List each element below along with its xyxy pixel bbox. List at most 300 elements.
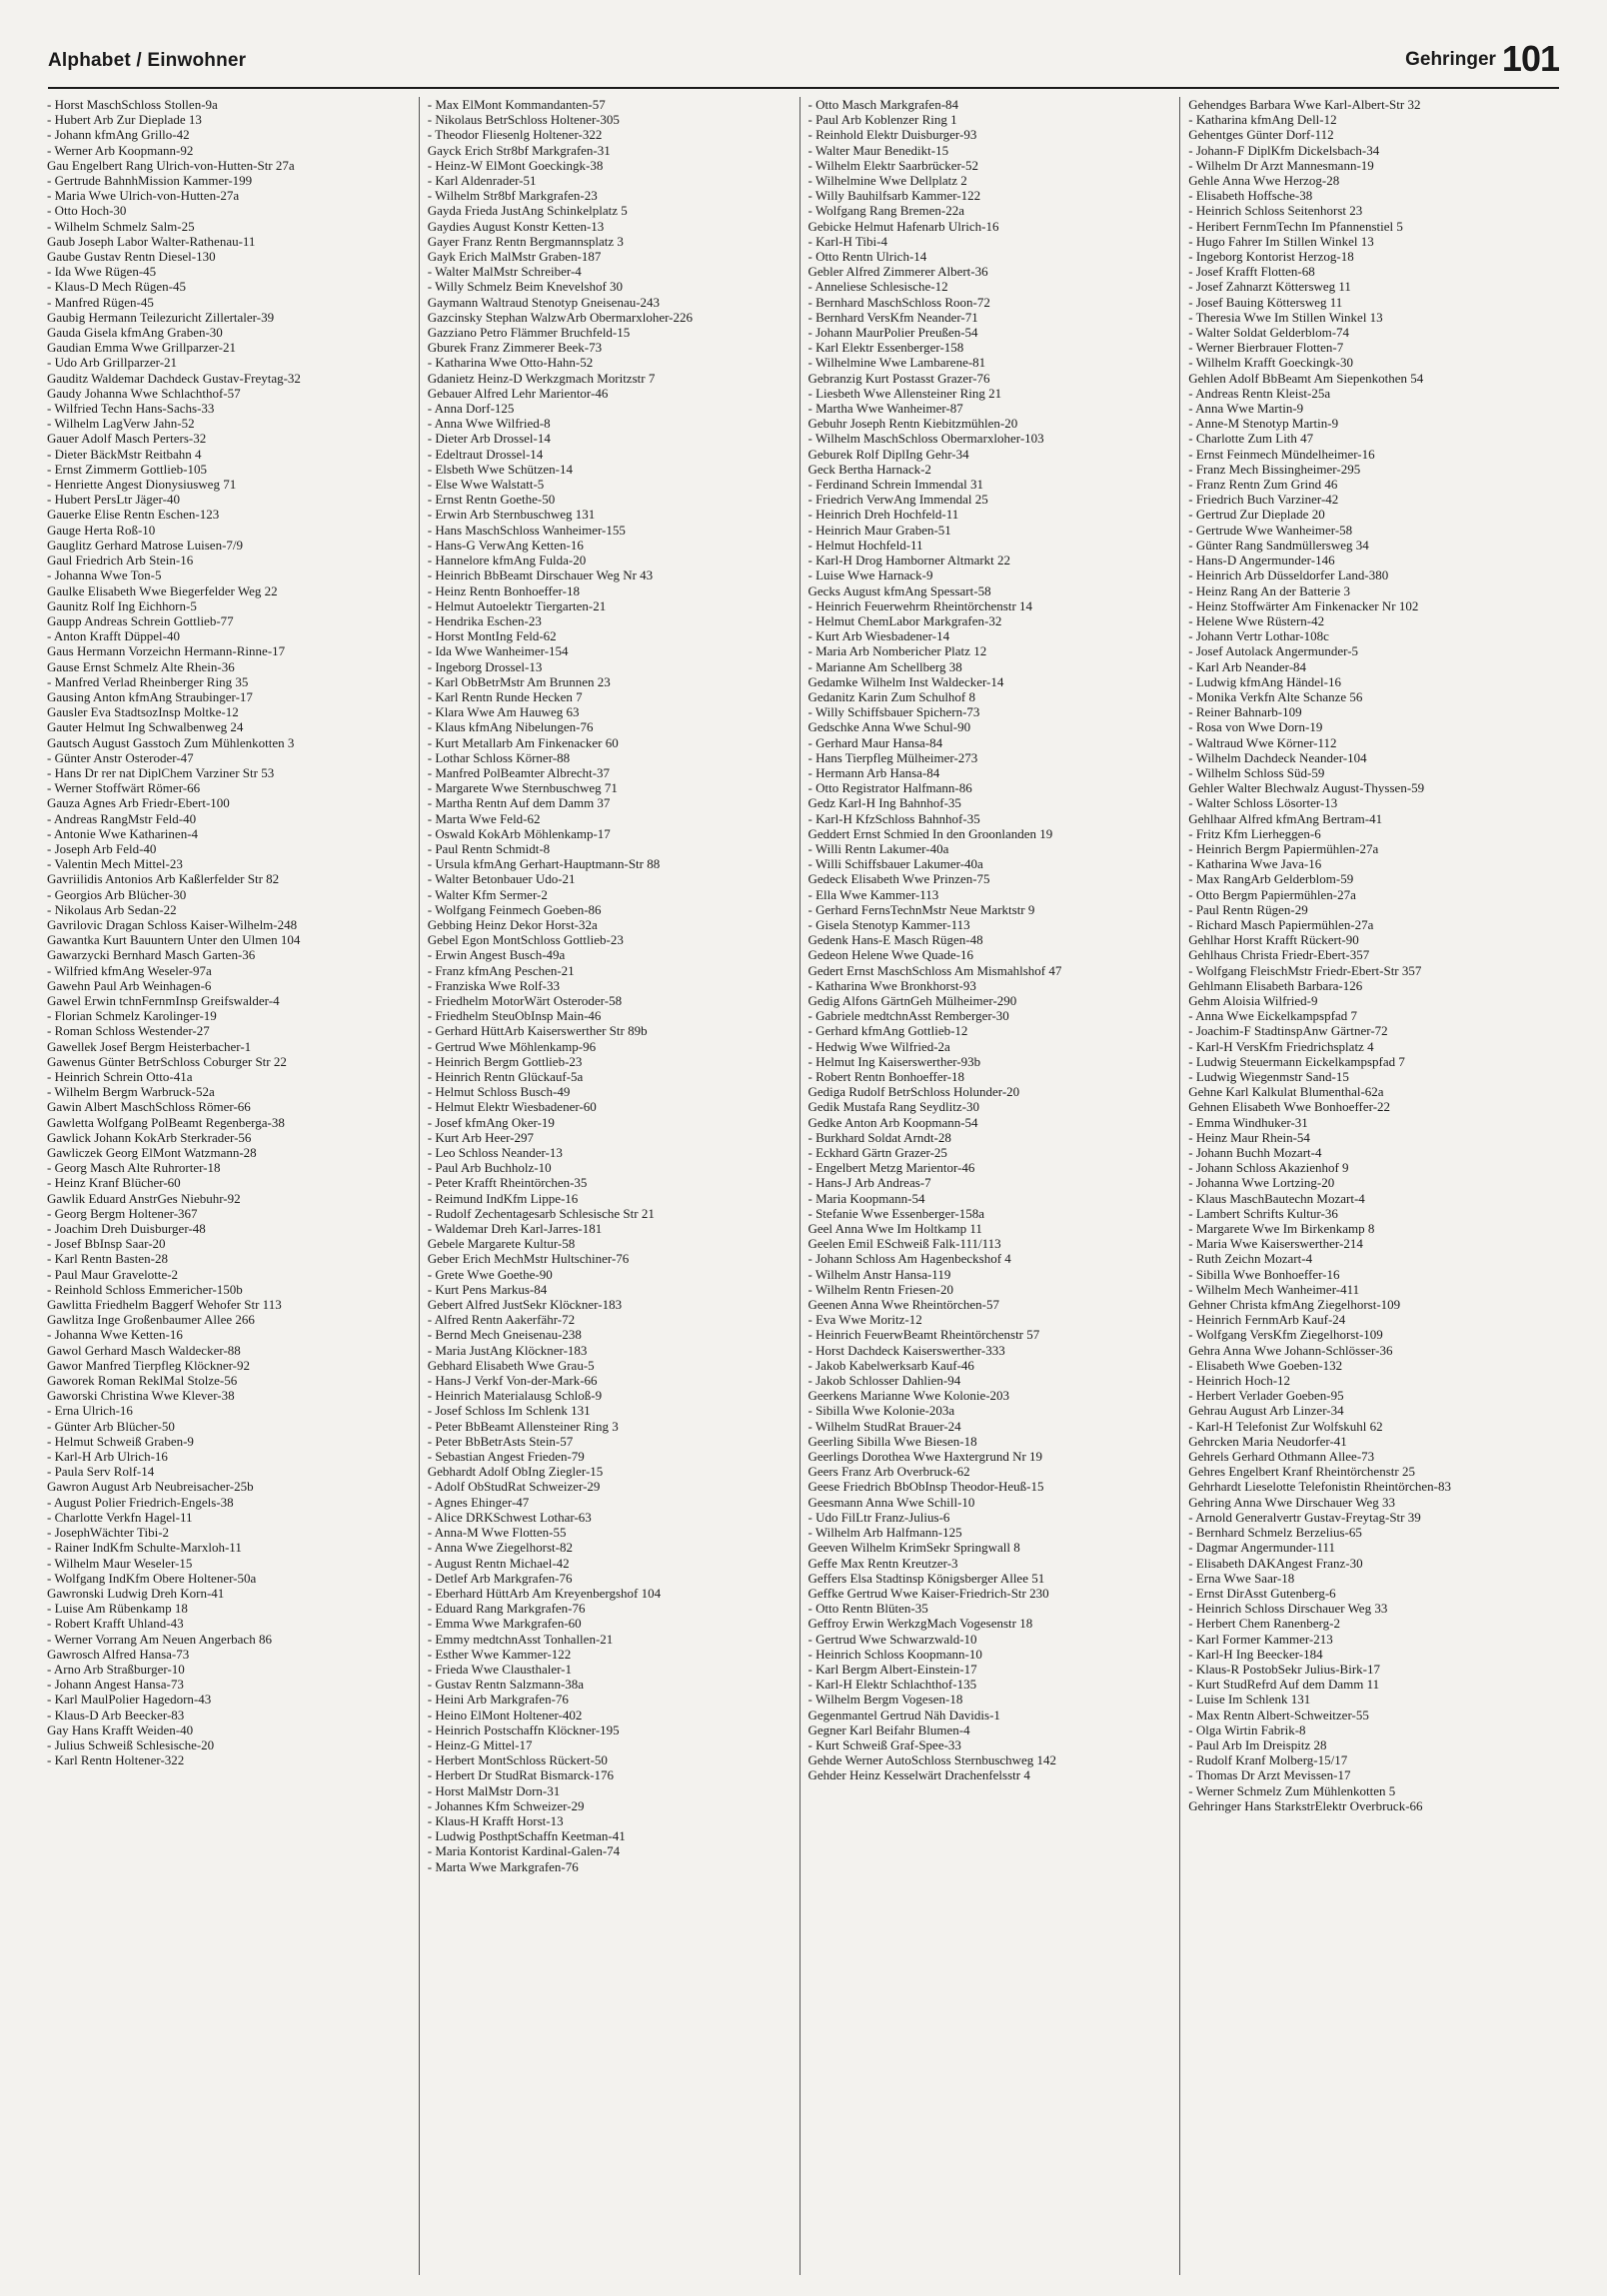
directory-entry: - Heinrich Schloss Seitenhorst 23 bbox=[1188, 203, 1363, 219]
directory-entry: - Maria Kontorist Kardinal-Galen-74 bbox=[427, 1843, 621, 1859]
directory-entry: - Karl Rentn Runde Hecken 7 bbox=[427, 688, 583, 704]
directory-entry: - Wilhelm Rentn Friesen-20 bbox=[807, 1281, 953, 1297]
directory-entry: Gawlick Johann KokArb Sterkrader-56 bbox=[47, 1129, 252, 1145]
directory-entry: Gehra Anna Wwe Johann-Schlösser-36 bbox=[1188, 1342, 1393, 1358]
directory-entry: - Wilhelm LagVerw Jahn-52 bbox=[47, 416, 195, 432]
directory-entry: Gauda Gisela kfmAng Graben-30 bbox=[47, 325, 223, 341]
directory-entry: - Paul Rentn Schmidt-8 bbox=[427, 840, 551, 856]
directory-entry: Gebicke Helmut Hafenarb Ulrich-16 bbox=[807, 218, 999, 234]
directory-entry: Gautsch August Gasstoch Zum Mühlenkotten 3 bbox=[47, 734, 295, 750]
directory-entry: - Maria Koopmann-54 bbox=[807, 1190, 925, 1206]
directory-entry: Gaworski Christina Wwe Klever-38 bbox=[47, 1388, 235, 1404]
directory-entry: - Engelbert Metzg Marientor-46 bbox=[807, 1160, 975, 1176]
directory-entry: - Wilhelm Elektr Saarbrücker-52 bbox=[807, 157, 978, 173]
page-header bbox=[48, 38, 1559, 86]
directory-entry: - Ludwig kfmAng Händel-16 bbox=[1188, 673, 1341, 689]
directory-entry: Gayer Franz Rentn Bergmannsplatz 3 bbox=[427, 233, 624, 249]
directory-entry: - Wilhelm Anstr Hansa-119 bbox=[807, 1266, 951, 1282]
directory-entry: - Josef kfmAng Oker-19 bbox=[427, 1114, 555, 1130]
directory-entry: - Josef Bauing Köttersweg 11 bbox=[1188, 294, 1343, 310]
directory-entry: Gawellek Josef Bergm Heisterbacher-1 bbox=[47, 1038, 252, 1054]
directory-entry: Gaube Gustav Rentn Diesel-130 bbox=[47, 249, 216, 265]
directory-entry: - Heinrich Postschaffn Klöckner-195 bbox=[427, 1722, 620, 1737]
column-4 bbox=[1188, 97, 1560, 2275]
directory-entry: - Karl Elektr Essenberger-158 bbox=[807, 340, 964, 356]
directory-entry: - Werner Vorrang Am Neuen Angerbach 86 bbox=[47, 1631, 272, 1647]
directory-entry: - Richard Masch Papiermühlen-27a bbox=[1188, 916, 1374, 932]
directory-entry: Gay Hans Krafft Weiden-40 bbox=[47, 1722, 194, 1737]
directory-entry: - Marta Wwe Feld-62 bbox=[427, 810, 541, 826]
directory-entry: - Johanna Wwe Lortzing-20 bbox=[1188, 1175, 1335, 1191]
directory-entry: - Luise Am Rübenkamp 18 bbox=[47, 1601, 188, 1617]
directory-entry: - Heinrich Bergm Papiermühlen-27a bbox=[1188, 840, 1379, 856]
directory-entry: - Maria Wwe Kaiserswerther-214 bbox=[1188, 1236, 1363, 1252]
directory-entry: - Gerhard Maur Hansa-84 bbox=[807, 734, 943, 750]
directory-entry: Gauerke Elise Rentn Eschen-123 bbox=[47, 507, 220, 523]
directory-entry: - Karl Rentn Basten-28 bbox=[47, 1251, 168, 1267]
directory-entry: - Otto Registrator Halfmann-86 bbox=[807, 780, 972, 796]
header-right bbox=[1405, 38, 1559, 80]
directory-entry: - Heinz-W ElMont Goeckingk-38 bbox=[427, 157, 604, 173]
directory-entry: - Heinrich Arb Düsseldorfer Land-380 bbox=[1188, 568, 1389, 583]
directory-entry: - Günter Anstr Osteroder-47 bbox=[47, 749, 194, 765]
directory-entry: - Anna-M Wwe Flotten-55 bbox=[427, 1525, 567, 1541]
directory-entry: - Karl-H KfzSchloss Bahnhof-35 bbox=[807, 810, 980, 826]
directory-entry: - Horst Dachdeck Kaiserswerther-333 bbox=[807, 1342, 1005, 1358]
directory-entry: - Reimund IndKfm Lippe-16 bbox=[427, 1190, 579, 1206]
directory-entry: Gehring Anna Wwe Dirschauer Weg 33 bbox=[1188, 1494, 1396, 1510]
directory-entry: - Kurt Arb Wiesbadener-14 bbox=[807, 628, 950, 644]
directory-entry: Geffers Elsa Stadtinsp Königsberger Allee 51 bbox=[807, 1570, 1045, 1586]
directory-entry: - Emma Windhuker-31 bbox=[1188, 1114, 1308, 1130]
directory-entry: Gebele Margarete Kultur-58 bbox=[427, 1236, 576, 1252]
directory-entry: - Heinrich Rentn Glückauf-5a bbox=[427, 1069, 584, 1084]
directory-entry: - Katharina kfmAng Dell-12 bbox=[1188, 112, 1337, 128]
directory-entry: - Dieter Arb Drossel-14 bbox=[427, 431, 551, 447]
directory-entry: - Dagmar Angermunder-111 bbox=[1188, 1540, 1336, 1556]
directory-entry: - Martha Rentn Auf dem Damm 37 bbox=[427, 795, 611, 811]
directory-entry: - Heini Arb Markgrafen-76 bbox=[427, 1692, 569, 1708]
directory-entry: - Paul Rentn Rügen-29 bbox=[1188, 901, 1308, 917]
directory-entry: - Andreas Rentn Kleist-25a bbox=[1188, 385, 1331, 401]
directory-entry: - Sibilla Wwe Kolonie-203a bbox=[807, 1403, 955, 1419]
directory-entry: - Heinrich Dreh Hochfeld-11 bbox=[807, 507, 959, 523]
directory-entry: - Wilhelm Dr Arzt Mannesmann-19 bbox=[1188, 157, 1374, 173]
directory-entry: - Johanna Wwe Ketten-16 bbox=[47, 1327, 183, 1343]
directory-entry: - Luise Im Schlenk 131 bbox=[1188, 1692, 1311, 1708]
directory-entry: - Johann Buchh Mozart-4 bbox=[1188, 1145, 1322, 1161]
directory-entry: - Margarete Wwe Im Birkenkamp 8 bbox=[1188, 1221, 1375, 1237]
directory-entry: - Hedwig Wwe Wilfried-2a bbox=[807, 1038, 950, 1054]
directory-entry: - Bernhard VersKfm Neander-71 bbox=[807, 309, 978, 325]
directory-entry: - Emmy medtchnAsst Tonhallen-21 bbox=[427, 1631, 614, 1647]
directory-entry: - Karl Aldenrader-51 bbox=[427, 173, 537, 189]
directory-entry: - Detlef Arb Markgrafen-76 bbox=[427, 1570, 573, 1586]
directory-entry: - Paul Arb Im Dreispitz 28 bbox=[1188, 1736, 1327, 1752]
directory-entry: - Robert Rentn Bonhoeffer-18 bbox=[807, 1069, 965, 1084]
directory-entry: Gedschke Anna Wwe Schul-90 bbox=[807, 719, 971, 735]
directory-entry: - Liesbeth Wwe Allensteiner Ring 21 bbox=[807, 385, 1002, 401]
column-2 bbox=[428, 97, 801, 2275]
directory-entry: - Valentin Mech Mittel-23 bbox=[47, 856, 183, 872]
directory-entry: - Wilhelm Dachdeck Neander-104 bbox=[1188, 749, 1367, 765]
directory-entry: - Anna Wwe Ziegelhorst-82 bbox=[427, 1540, 573, 1556]
directory-entry: - Gerhard FernsTechnMstr Neue Marktstr 9 bbox=[807, 901, 1035, 917]
directory-entry: - Kurt Schweiß Graf-Spee-33 bbox=[807, 1736, 961, 1752]
directory-entry: Gedeon Helene Wwe Quade-16 bbox=[807, 947, 973, 963]
directory-entry: Gebuhr Joseph Rentn Kiebitzmühlen-20 bbox=[807, 416, 1018, 432]
directory-entry: - Wilhelm Maur Weseler-15 bbox=[47, 1555, 193, 1571]
directory-entry: - Erna Ulrich-16 bbox=[47, 1403, 133, 1419]
directory-entry: - Reiner Bahnarb-109 bbox=[1188, 704, 1302, 720]
directory-entry: - Helmut ChemLabor Markgrafen-32 bbox=[807, 612, 1002, 628]
directory-entry: - Leo Schloss Neander-13 bbox=[427, 1145, 563, 1161]
directory-entry: - Karl-H Ing Beecker-184 bbox=[1188, 1646, 1323, 1662]
directory-entry: Gedik Mustafa Rang Seydlitz-30 bbox=[807, 1099, 979, 1115]
directory-entry: Geel Anna Wwe Im Holtkamp 11 bbox=[807, 1221, 982, 1237]
directory-entry: - Bernhard Schmelz Berzelius-65 bbox=[1188, 1525, 1362, 1541]
directory-entry: Gawliczek Georg ElMont Watzmann-28 bbox=[47, 1145, 257, 1161]
directory-entry: Gehrels Gerhard Othmann Allee-73 bbox=[1188, 1449, 1375, 1465]
directory-entry: - Adolf ObStudRat Schweizer-29 bbox=[427, 1479, 601, 1495]
directory-entry: - Helmut Ing Kaiserswerther-93b bbox=[807, 1053, 981, 1069]
directory-entry: - Heinrich Schloss Dirschauer Weg 33 bbox=[1188, 1601, 1388, 1617]
directory-entry: - Elisabeth Hoffsche-38 bbox=[1188, 188, 1313, 204]
directory-entry: - Margarete Wwe Sternbuschweg 71 bbox=[427, 780, 618, 796]
directory-entry: - Franz kfmAng Peschen-21 bbox=[427, 962, 575, 978]
column-1 bbox=[47, 97, 420, 2275]
directory-entry: Geese Friedrich BbObInsp Theodor-Heuß-15 bbox=[807, 1479, 1044, 1495]
directory-entry: Gehrau August Arb Linzer-34 bbox=[1188, 1403, 1344, 1419]
directory-entry: - Peter BbBetrAsts Stein-57 bbox=[427, 1433, 574, 1449]
directory-entry: Gawantka Kurt Bauuntern Unter den Ulmen 104 bbox=[47, 932, 301, 948]
directory-entry: - Heinrich FernmArb Kauf-24 bbox=[1188, 1312, 1346, 1328]
directory-entry: - Gertrude Wwe Wanheimer-58 bbox=[1188, 522, 1353, 538]
directory-entry: Gehde Werner AutoSchloss Sternbuschweg 142 bbox=[807, 1752, 1057, 1768]
directory-entry: - Erwin Arb Sternbuschweg 131 bbox=[427, 507, 596, 523]
directory-entry: Gebhard Elisabeth Wwe Grau-5 bbox=[427, 1357, 595, 1373]
directory-entry: - Werner Schmelz Zum Mühlenkotten 5 bbox=[1188, 1782, 1396, 1798]
directory-entry: - Joseph Arb Feld-40 bbox=[47, 840, 157, 856]
directory-entry: - Anna Wwe Martin-9 bbox=[1188, 401, 1304, 417]
directory-entry: - Ella Wwe Kammer-113 bbox=[807, 886, 939, 902]
directory-entry: - Hans-G VerwAng Ketten-16 bbox=[427, 537, 584, 553]
directory-entry: - Heino ElMont Holtener-402 bbox=[427, 1707, 583, 1722]
directory-entry: - Heinz Kranf Blücher-60 bbox=[47, 1175, 181, 1191]
directory-entry: - Klara Wwe Am Hauweg 63 bbox=[427, 704, 580, 720]
directory-entry: - Karl-H VersKfm Friedrichsplatz 4 bbox=[1188, 1038, 1374, 1054]
directory-entry: Gaupp Andreas Schrein Gottlieb-77 bbox=[47, 612, 234, 628]
directory-entry: - Heinrich Maur Graben-51 bbox=[807, 522, 951, 538]
header-rule bbox=[48, 87, 1559, 89]
directory-entry: - Udo FilLtr Franz-Julius-6 bbox=[807, 1509, 950, 1525]
directory-entry: - Kurt StudRefrd Auf dem Damm 11 bbox=[1188, 1677, 1380, 1693]
directory-entry: - Heinz Rang An der Batterie 3 bbox=[1188, 582, 1350, 598]
directory-entry: - Günter Arb Blücher-50 bbox=[47, 1418, 175, 1434]
directory-entry: - Helmut Schweiß Graben-9 bbox=[47, 1433, 194, 1449]
directory-entry: Gedamke Wilhelm Inst Waldecker-14 bbox=[807, 673, 1004, 689]
directory-entry: Geeven Wilhelm KrimSekr Springwall 8 bbox=[807, 1540, 1020, 1556]
directory-entry: - Johann Schloss Am Hagenbeckshof 4 bbox=[807, 1251, 1011, 1267]
directory-entry: Gawel Erwin tchnFernmInsp Greifswalder-4 bbox=[47, 992, 280, 1008]
directory-entry: - Udo Arb Grillparzer-21 bbox=[47, 355, 178, 371]
directory-entry: Gawin Albert MaschSchloss Römer-66 bbox=[47, 1099, 251, 1115]
directory-entry: - Horst MaschSchloss Stollen-9a bbox=[47, 97, 218, 112]
directory-entry: - Esther Wwe Kammer-122 bbox=[427, 1646, 572, 1662]
directory-entry: - Frieda Wwe Clausthaler-1 bbox=[427, 1661, 573, 1677]
directory-entry: - Edeltraut Drossel-14 bbox=[427, 446, 544, 462]
directory-entry: - Robert Krafft Uhland-43 bbox=[47, 1616, 184, 1632]
directory-entry: - Gabriele medtchnAsst Remberger-30 bbox=[807, 1008, 1009, 1024]
directory-entry: - Anton Krafft Düppel-40 bbox=[47, 628, 180, 644]
directory-entry: Gausing Anton kfmAng Straubinger-17 bbox=[47, 688, 253, 704]
directory-entry: - Reinhold Schloss Emmericher-150b bbox=[47, 1281, 243, 1297]
directory-entry: Gawletta Wolfgang PolBeamt Regenberga-38 bbox=[47, 1114, 285, 1130]
directory-entry: - Lothar Schloss Körner-88 bbox=[427, 749, 571, 765]
directory-entry: Gehlmann Elisabeth Barbara-126 bbox=[1188, 977, 1363, 993]
directory-entry: - Walter Soldat Gelderblom-74 bbox=[1188, 325, 1350, 341]
directory-entry: - Jakob Schlosser Dahlien-94 bbox=[807, 1373, 961, 1389]
directory-entry: - Ernst Rentn Goethe-50 bbox=[427, 492, 556, 508]
directory-entry: - Gustav Rentn Salzmann-38a bbox=[427, 1677, 585, 1693]
directory-entry: - Karl ObBetrMstr Am Brunnen 23 bbox=[427, 673, 611, 689]
directory-entry: - Heinrich FeuerwBeamt Rheintörchenstr 57 bbox=[807, 1327, 1040, 1343]
directory-entry: - Olga Wirtin Fabrik-8 bbox=[1188, 1722, 1306, 1737]
directory-entry: Gauglitz Gerhard Matrose Luisen-7/9 bbox=[47, 537, 244, 553]
directory-entry: - Anna Wwe Wilfried-8 bbox=[427, 416, 551, 432]
directory-entry: - Ida Wwe Wanheimer-154 bbox=[427, 643, 569, 659]
directory-entry: Gaudian Emma Wwe Grillparzer-21 bbox=[47, 340, 237, 356]
directory-entry: - Arno Arb Straßburger-10 bbox=[47, 1661, 185, 1677]
directory-entry: - Johanna Wwe Ton-5 bbox=[47, 568, 162, 583]
directory-entry: Gedenk Hans-E Masch Rügen-48 bbox=[807, 932, 983, 948]
directory-entry: - Wilhelmine Wwe Lambarene-81 bbox=[807, 355, 986, 371]
directory-entry: Gaymann Waltraud Stenotyp Gneisenau-243 bbox=[427, 294, 661, 310]
directory-entry: Geck Bertha Harnack-2 bbox=[807, 461, 931, 477]
directory-entry: - Karl-H Tibi-4 bbox=[807, 233, 887, 249]
directory-entry: - Karl Bergm Albert-Einstein-17 bbox=[807, 1661, 977, 1677]
directory-entry: - Walter Schloss Lösorter-13 bbox=[1188, 795, 1338, 811]
directory-entry: - Heinz-G Mittel-17 bbox=[427, 1736, 533, 1752]
directory-entry: - Marianne Am Schellberg 38 bbox=[807, 658, 962, 674]
directory-entry: Gawron August Arb Neubreisacher-25b bbox=[47, 1479, 254, 1495]
directory-entry: - Sibilla Wwe Bonhoeffer-16 bbox=[1188, 1266, 1340, 1282]
directory-entry: - Heinrich Feuerwehrm Rheintörchenstr 14 bbox=[807, 597, 1033, 613]
directory-entry: - Wilhelm Krafft Goeckingk-30 bbox=[1188, 355, 1353, 371]
directory-entry: Gawehn Paul Arb Weinhagen-6 bbox=[47, 977, 212, 993]
directory-entry: Gegner Karl Beifahr Blumen-4 bbox=[807, 1722, 970, 1737]
directory-entry: - Heinz Rentn Bonhoeffer-18 bbox=[427, 582, 580, 598]
directory-entry: - Fritz Kfm Lierheggen-6 bbox=[1188, 825, 1321, 841]
directory-entry: Gauter Helmut Ing Schwalbenweg 24 bbox=[47, 719, 244, 735]
directory-entry: Gauza Agnes Arb Friedr-Ebert-100 bbox=[47, 795, 230, 811]
directory-entry: - Friedrich Buch Varziner-42 bbox=[1188, 492, 1339, 508]
directory-entry: - Wilhelm Str8bf Markgrafen-23 bbox=[427, 188, 598, 204]
directory-entry: - Heinrich Schloss Koopmann-10 bbox=[807, 1646, 982, 1662]
directory-entry: Geffe Max Rentn Kreutzer-3 bbox=[807, 1555, 958, 1571]
directory-entry: - Ernst DirAsst Gutenberg-6 bbox=[1188, 1585, 1336, 1601]
directory-entry: - Wilhelm Arb Halfmann-125 bbox=[807, 1525, 962, 1541]
directory-entry: - Anne-M Stenotyp Martin-9 bbox=[1188, 416, 1339, 432]
directory-entry: - Thomas Dr Arzt Mevissen-17 bbox=[1188, 1767, 1351, 1783]
directory-entry: Gehres Engelbert Kranf Rheintörchenstr 25 bbox=[1188, 1464, 1415, 1480]
directory-entry: Gedanitz Karin Zum Schulhof 8 bbox=[807, 688, 976, 704]
directory-entry: - Hans-J Arb Andreas-7 bbox=[807, 1175, 931, 1191]
directory-entry: - Paul Arb Buchholz-10 bbox=[427, 1160, 552, 1176]
directory-entry: - Hermann Arb Hansa-84 bbox=[807, 764, 940, 780]
directory-entry: - Eckhard Gärtn Grazer-25 bbox=[807, 1145, 947, 1161]
directory-entry: Gehlen Adolf BbBeamt Am Siepenkothen 54 bbox=[1188, 370, 1424, 386]
directory-entry: - Heribert FernmTechn Im Pfannenstiel 5 bbox=[1188, 218, 1403, 234]
directory-entry: Gaworek Roman ReklMal Stolze-56 bbox=[47, 1373, 238, 1389]
directory-entry: - Karl-H Elektr Schlachthof-135 bbox=[807, 1677, 977, 1693]
directory-entry: - Franz Mech Bissingheimer-295 bbox=[1188, 461, 1361, 477]
directory-entry: - Paul Arb Koblenzer Ring 1 bbox=[807, 112, 957, 128]
directory-entry: Gebel Egon MontSchloss Gottlieb-23 bbox=[427, 932, 624, 948]
directory-entry: - Herbert Chem Ranenberg-2 bbox=[1188, 1616, 1340, 1632]
directory-entry: - Peter Krafft Rheintörchen-35 bbox=[427, 1175, 588, 1191]
directory-entry: - Otto Bergm Papiermühlen-27a bbox=[1188, 886, 1356, 902]
directory-entry: - Wilhelm MaschSchloss Obermarxloher-103 bbox=[807, 431, 1044, 447]
directory-entry: - Agnes Ehinger-47 bbox=[427, 1494, 530, 1510]
directory-entry: - Sebastian Angest Frieden-79 bbox=[427, 1449, 585, 1465]
directory-entry: - Charlotte Zum Lith 47 bbox=[1188, 431, 1314, 447]
name-guide: Gehringer bbox=[1405, 49, 1496, 70]
directory-entry: - Reinhold Elektr Duisburger-93 bbox=[807, 127, 977, 143]
directory-entry: - Wilhelm StudRat Brauer-24 bbox=[807, 1418, 961, 1434]
directory-entry: - Maria JustAng Klöckner-183 bbox=[427, 1342, 588, 1358]
directory-entry: - JosephWächter Tibi-2 bbox=[47, 1525, 170, 1541]
directory-entry: - Helmut Schloss Busch-49 bbox=[427, 1084, 571, 1100]
directory-entry: - Wilhelm Mech Wanheimer-411 bbox=[1188, 1281, 1360, 1297]
directory-entry: - Elsbeth Wwe Schützen-14 bbox=[427, 461, 573, 477]
directory-entry: - Helmut Hochfeld-11 bbox=[807, 537, 923, 553]
directory-entry: - Heinrich Bergm Gottlieb-23 bbox=[427, 1053, 583, 1069]
directory-entry: - Werner Arb Koopmann-92 bbox=[47, 142, 194, 158]
directory-entry: Gawor Manfred Tierpfleg Klöckner-92 bbox=[47, 1357, 250, 1373]
directory-entry: - Grete Wwe Goethe-90 bbox=[427, 1266, 553, 1282]
directory-entry: Gazziano Petro Flämmer Bruchfeld-15 bbox=[427, 325, 631, 341]
directory-entry: - Elisabeth DAKAngest Franz-30 bbox=[1188, 1555, 1363, 1571]
directory-entry: - Emma Wwe Markgrafen-60 bbox=[427, 1616, 582, 1632]
directory-entry: - Helmut Autoelektr Tiergarten-21 bbox=[427, 597, 607, 613]
directory-entry: - Max RangArb Gelderblom-59 bbox=[1188, 871, 1354, 887]
directory-entry: - Wolfgang Rang Bremen-22a bbox=[807, 203, 964, 219]
directory-entry: Gehlhaar Alfred kfmAng Bertram-41 bbox=[1188, 810, 1383, 826]
directory-entry: - Friedrich VerwAng Immendal 25 bbox=[807, 492, 988, 508]
directory-entry: Gehlhar Horst Krafft Rückert-90 bbox=[1188, 932, 1359, 948]
directory-entry: - Karl MaulPolier Hagedorn-43 bbox=[47, 1692, 212, 1708]
directory-entry: Gawlitza Inge Großenbaumer Allee 266 bbox=[47, 1312, 255, 1328]
directory-entry: - Klaus-D Arb Beecker-83 bbox=[47, 1707, 185, 1722]
directory-entry: - Karl-H Arb Ulrich-16 bbox=[47, 1449, 168, 1465]
directory-entry: Gehne Karl Kalkulat Blumenthal-62a bbox=[1188, 1084, 1384, 1100]
directory-entry: - Erna Wwe Saar-18 bbox=[1188, 1570, 1295, 1586]
directory-entry: - Hubert Arb Zur Dieplade 13 bbox=[47, 112, 202, 128]
directory-entry: Gebert Alfred JustSekr Klöckner-183 bbox=[427, 1297, 623, 1313]
directory-entry: - Bernhard MaschSchloss Roon-72 bbox=[807, 294, 990, 310]
directory-entry: - Klaus kfmAng Nibelungen-76 bbox=[427, 719, 594, 735]
directory-entry: - Ludwig PosthptSchaffn Keetman-41 bbox=[427, 1828, 626, 1844]
directory-entry: - August Rentn Michael-42 bbox=[427, 1555, 570, 1571]
directory-entry: - Otto Hoch-30 bbox=[47, 203, 127, 219]
directory-entry: - Eduard Rang Markgrafen-76 bbox=[427, 1601, 586, 1617]
directory-entry: - Else Wwe Walstatt-5 bbox=[427, 477, 545, 493]
directory-entry: - Kurt Pens Markus-84 bbox=[427, 1281, 548, 1297]
directory-entry: - Karl-H Telefonist Zur Wolfskuhl 62 bbox=[1188, 1418, 1383, 1434]
directory-entry: - Katharina Wwe Otto-Hahn-52 bbox=[427, 355, 594, 371]
directory-entry: - Ernst Zimmerm Gottlieb-105 bbox=[47, 461, 207, 477]
directory-entry: Gaubig Hermann Teilezuricht Zillertaler-39 bbox=[47, 309, 275, 325]
directory-entry: - Ruth Zeichn Mozart-4 bbox=[1188, 1251, 1313, 1267]
directory-entry: Geers Franz Arb Overbruck-62 bbox=[807, 1464, 970, 1480]
directory-entry: - Katharina Wwe Java-16 bbox=[1188, 856, 1322, 872]
directory-entry: - Rudolf Kranf Molberg-15/17 bbox=[1188, 1752, 1348, 1768]
directory-entry: - Johann-F DiplKfm Dickelsbach-34 bbox=[1188, 142, 1380, 158]
directory-entry: - Anna Wwe Eickelkampspfad 7 bbox=[1188, 1008, 1357, 1024]
directory-entry: - Karl Rentn Holtener-322 bbox=[47, 1752, 185, 1768]
directory-entry: - Wolfgang Feinmech Goeben-86 bbox=[427, 901, 602, 917]
directory-entry: - Karl Former Kammer-213 bbox=[1188, 1631, 1333, 1647]
directory-entry: - Gertrude BahnhMission Kammer-199 bbox=[47, 173, 253, 189]
directory-entry: - Martha Wwe Wanheimer-87 bbox=[807, 401, 963, 417]
directory-entry: - Josef Krafft Flotten-68 bbox=[1188, 264, 1315, 280]
directory-entry: Gayck Erich Str8bf Markgrafen-31 bbox=[427, 142, 611, 158]
directory-entry: - Günter Rang Sandmüllersweg 34 bbox=[1188, 537, 1369, 553]
directory-entry: - Franz Rentn Zum Grind 46 bbox=[1188, 477, 1338, 493]
directory-entry: Gawronski Ludwig Dreh Korn-41 bbox=[47, 1585, 225, 1601]
directory-entry: - Paula Serv Rolf-14 bbox=[47, 1464, 155, 1480]
directory-entry: - Eva Wwe Moritz-12 bbox=[807, 1312, 922, 1328]
directory-entry: - Dieter BäckMstr Reitbahn 4 bbox=[47, 446, 202, 462]
directory-entry: - Waltraud Wwe Körner-112 bbox=[1188, 734, 1337, 750]
directory-entry: - Walter Betonbauer Udo-21 bbox=[427, 871, 576, 887]
directory-entry: Gavrilovic Dragan Schloss Kaiser-Wilhelm-248 bbox=[47, 916, 298, 932]
directory-entry: Gedert Ernst MaschSchloss Am Mismahlshof 47 bbox=[807, 962, 1062, 978]
directory-entry: - Johann kfmAng Grillo-42 bbox=[47, 127, 190, 143]
directory-entry: - Johann Schloss Akazienhof 9 bbox=[1188, 1160, 1349, 1176]
directory-entry: Gaul Friedrich Arb Stein-16 bbox=[47, 553, 194, 569]
directory-entry: - Klaus-R PostobSekr Julius-Birk-17 bbox=[1188, 1661, 1380, 1677]
directory-entry: - Ludwig Steuermann Eickelkampspfad 7 bbox=[1188, 1053, 1405, 1069]
directory-entry: - Werner Stoffwärt Römer-66 bbox=[47, 780, 201, 796]
directory-entry: - Helmut Elektr Wiesbadener-60 bbox=[427, 1099, 597, 1115]
directory-entry: Gau Engelbert Rang Ulrich-von-Hutten-Str 27a bbox=[47, 157, 295, 173]
directory-entry: Gebranzig Kurt Postasst Grazer-76 bbox=[807, 370, 990, 386]
directory-entry: - Franziska Wwe Rolf-33 bbox=[427, 977, 561, 993]
directory-entry: - Kurt Arb Heer-297 bbox=[427, 1129, 534, 1145]
directory-entry: - Manfred Rügen-45 bbox=[47, 294, 154, 310]
directory-entry: - Johann Angest Hansa-73 bbox=[47, 1677, 184, 1693]
directory-entry: Gauditz Waldemar Dachdeck Gustav-Freytag-32 bbox=[47, 370, 301, 386]
directory-entry: - Friedhelm SteuObInsp Main-46 bbox=[427, 1008, 602, 1024]
directory-entry: - Gerhard HüttArb Kaiserswerther Str 89b bbox=[427, 1023, 648, 1039]
directory-entry: - Manfred PolBeamter Albrecht-37 bbox=[427, 764, 611, 780]
directory-entry: - Marta Wwe Markgrafen-76 bbox=[427, 1858, 579, 1874]
directory-entry: Gehner Christa kfmAng Ziegelhorst-109 bbox=[1188, 1297, 1401, 1313]
directory-entry: - Oswald KokArb Möhlenkamp-17 bbox=[427, 825, 611, 841]
directory-entry: - Heinz Maur Rhein-54 bbox=[1188, 1129, 1310, 1145]
directory-entry: Gaunitz Rolf Ing Eichhorn-5 bbox=[47, 597, 197, 613]
directory-entry: - Lambert Schrifts Kultur-36 bbox=[1188, 1205, 1338, 1221]
directory-entry: Gedig Alfons GärtnGeh Mülheimer-290 bbox=[807, 992, 1017, 1008]
directory-entry: Gedeck Elisabeth Wwe Prinzen-75 bbox=[807, 871, 990, 887]
directory-entry: - Willy Bauhilfsarb Kammer-122 bbox=[807, 188, 981, 204]
directory-entry: Gebbing Heinz Dekor Horst-32a bbox=[427, 916, 598, 932]
directory-entry: - Antonie Wwe Katharinen-4 bbox=[47, 825, 199, 841]
directory-entry: - Gisela Stenotyp Kammer-113 bbox=[807, 916, 970, 932]
directory-entry: - Maria Wwe Ulrich-von-Hutten-27a bbox=[47, 188, 240, 204]
